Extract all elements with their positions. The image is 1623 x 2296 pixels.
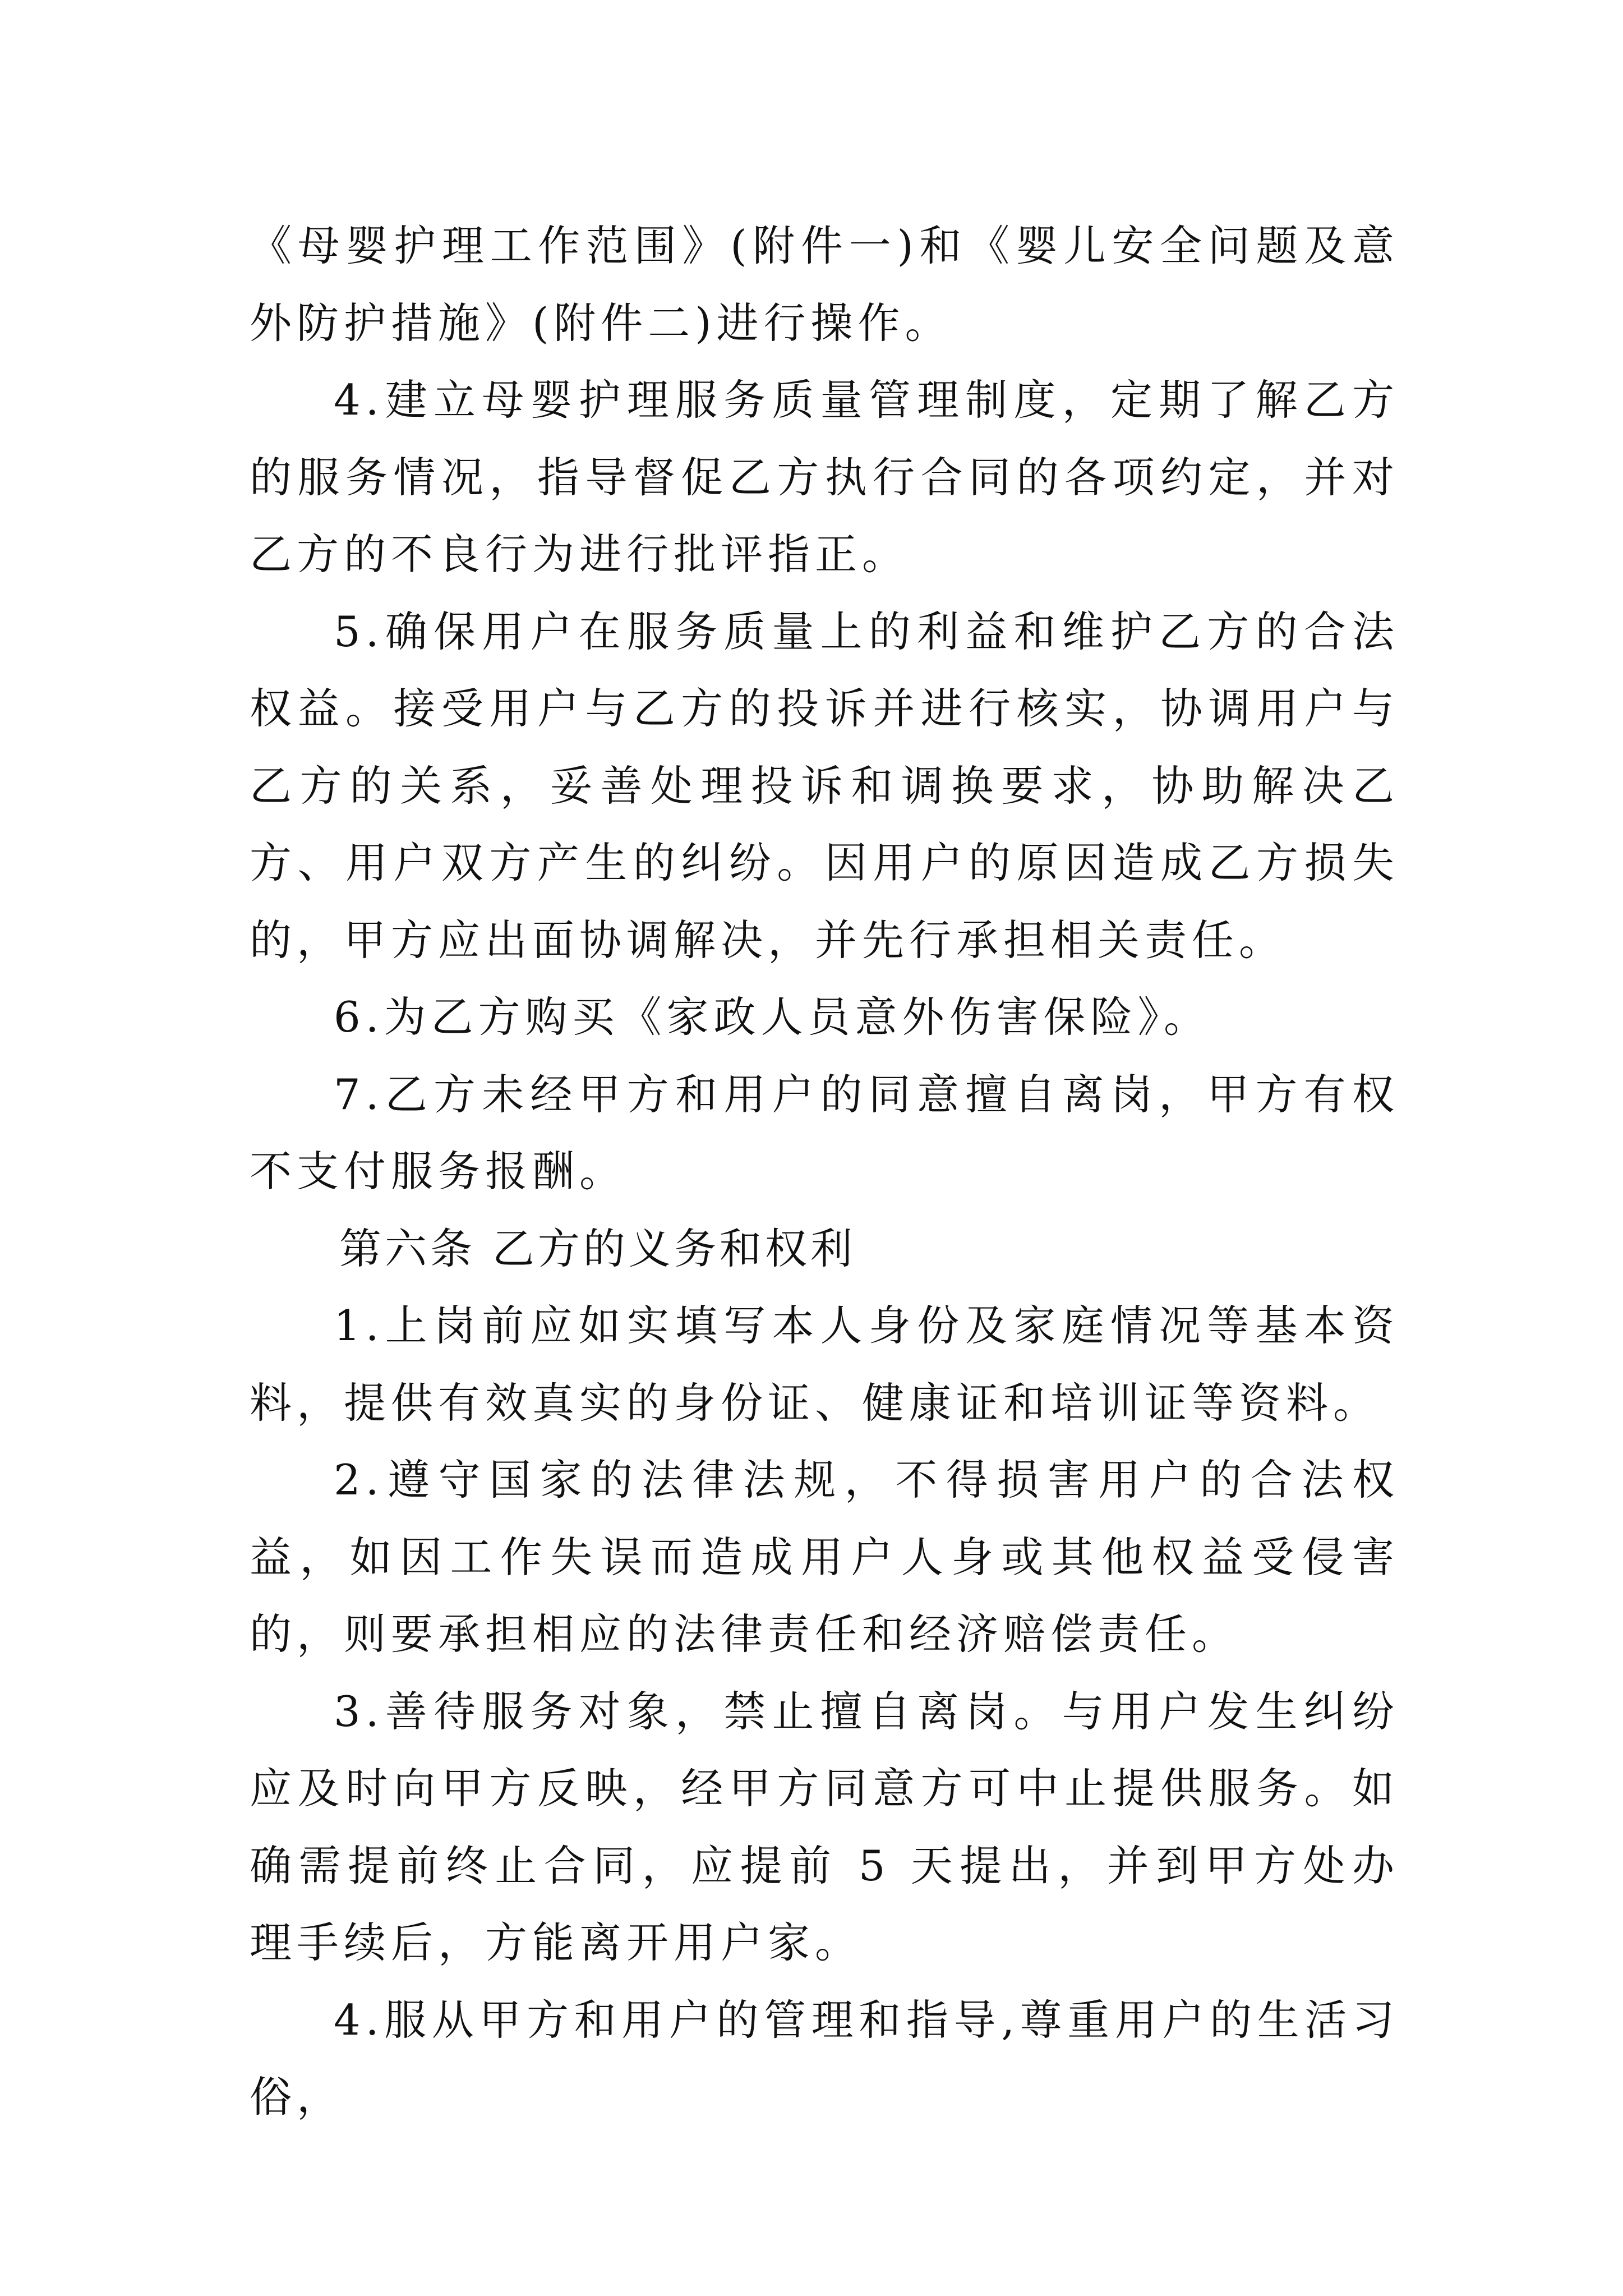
- paragraph-item-2: 2.遵守国家的法律法规，不得损害用户的合法权益，如因工作失误而造成用户人身或其他权益受侵害的，则要承担相应的法律责任和经济赔偿责任。: [250, 1455, 1399, 1659]
- paragraph-item-4: 4.建立母婴护理服务质量管理制度，定期了解乙方的服务情况，指导督促乙方执行合同的各项约定，并对乙方的不良行为进行批评指正。: [250, 375, 1399, 579]
- section-heading-article-6: 第六条 乙方的义务和权利: [339, 1223, 856, 1273]
- paragraph-continuation: 《母婴护理工作范围》(附件一)和《婴儿安全问题及意外防护措施》(附件二)进行操作。: [250, 221, 1399, 348]
- paragraph-item-6: 6.为乙方购买《家政人员意外伤害保险》。: [334, 992, 1211, 1042]
- paragraph-item-1: 1.上岗前应如实填写本人身份及家庭情况等基本资料，提供有效真实的身份证、健康证和培训证等资料。: [250, 1301, 1399, 1428]
- paragraph-item-5: 5.确保用户在服务质量上的利益和维护乙方的合法权益。接受用户与乙方的投诉并进行核实，协调用户与乙方的关系，妥善处理投诉和调换要求，协助解决乙方、用户双方产生的纠纷。因用户的原因造成乙方损失的，甲方应出面协调解决，并先行承担相关责任。: [250, 606, 1399, 965]
- paragraph-item-3: 3.善待服务对象，禁止擅自离岗。与用户发生纠纷应及时向甲方反映，经甲方同意方可中止提供服务。如确需提前终止合同，应提前 5 天提出，并到甲方处办理手续后，方能离开用户家。: [250, 1686, 1399, 1967]
- document-body: [250, 208, 1399, 2136]
- paragraph-item-4-partial: 4.服从甲方和用户的管理和指导,尊重用户的生活习俗，: [250, 1995, 1399, 2122]
- paragraph-item-7: 7.乙方未经甲方和用户的同意擅自离岗，甲方有权不支付服务报酬。: [250, 1069, 1399, 1196]
